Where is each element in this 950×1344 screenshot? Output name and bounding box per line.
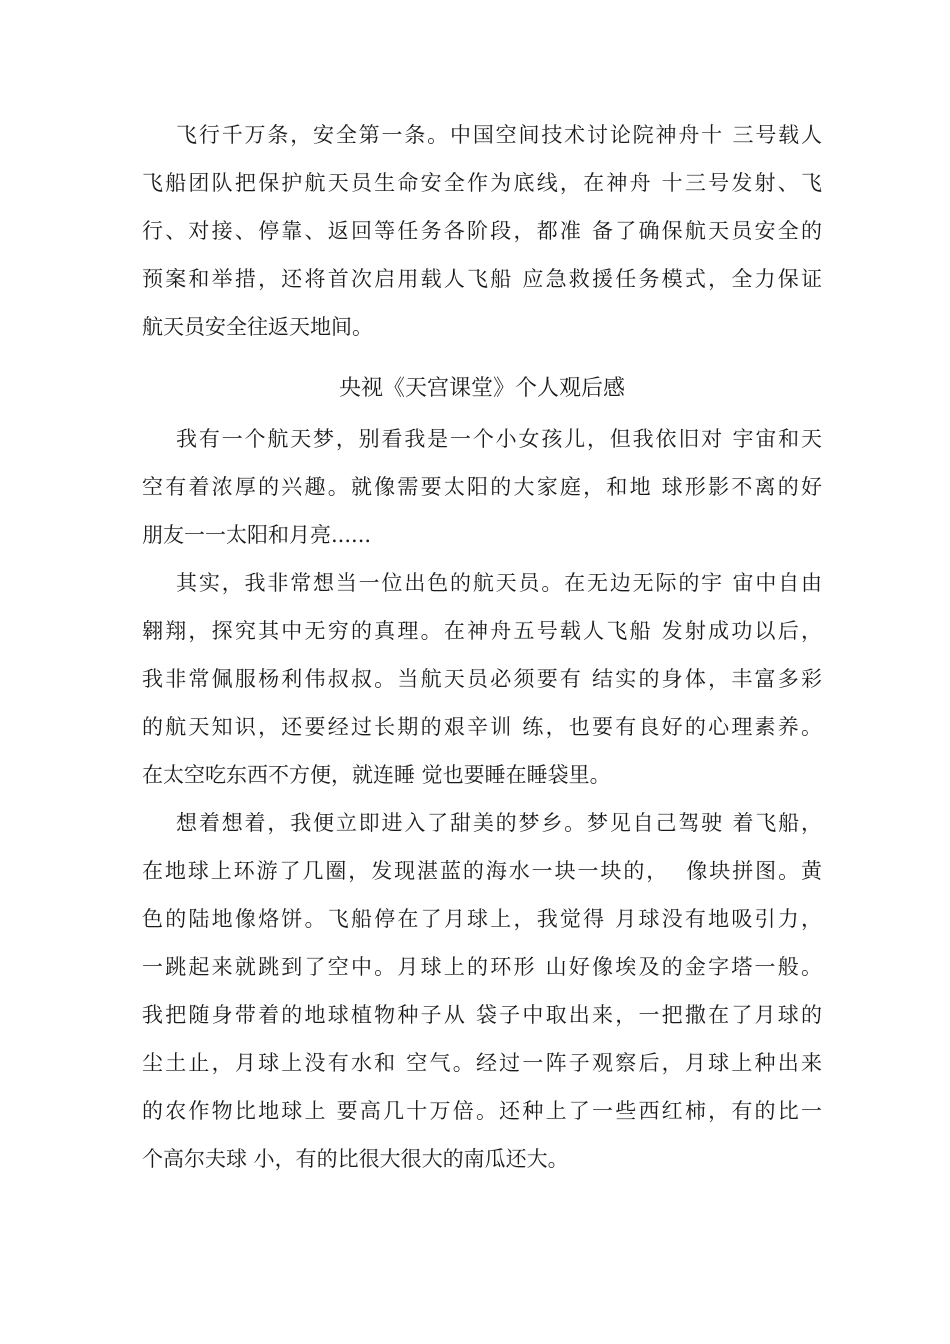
text-line: 空有着浓厚的兴趣。就像需要太阳的大家庭，和地 球形影不离的好 [142, 475, 822, 499]
text-line: 其实，我非常想当一位出色的航天员。在无边无际的宇 宙中自由 [142, 571, 822, 595]
essay-title: 央视《天宫课堂》个人观后感 [338, 376, 625, 401]
text-line: 我把随身带着的地球植物种子从 袋子中取出来，一把撒在了月球的 [142, 1003, 822, 1027]
text-line: 飞行千万条，安全第一条。中国空间技术讨论院神舟十 三号载人 [142, 123, 822, 147]
paragraph-safety [142, 111, 822, 351]
text-line: 翱翔，探究其中无穷的真理。在神舟五号载人飞船 发射成功以后， [142, 619, 822, 643]
text-line: 预案和举措，还将首次启用载人飞船 应急救援任务模式，全力保证 [142, 267, 822, 291]
paragraph-dream [142, 415, 822, 559]
document-page [142, 111, 822, 1183]
text-line: 我非常佩服杨利伟叔叔。当航天员必须要有 结实的身体，丰富多彩 [142, 667, 822, 691]
text-line: 的农作物比地球上 要高几十万倍。还种上了一些西红柿，有的比一 [142, 1099, 822, 1123]
text-line: 想着想着，我便立即进入了甜美的梦乡。梦见自己驾驶 着飞船， [142, 811, 822, 835]
text-line: 尘土止，月球上没有水和 空气。经过一阵子观察后，月球上种出来 [142, 1051, 822, 1075]
text-line: 朋友一一太阳和月亮...... [142, 523, 372, 547]
text-line: 个高尔夫球 小，有的比很大很大的南瓜还大。 [142, 1147, 569, 1171]
text-line: 在地球上环游了几圈，发现湛蓝的海水一块一块的， 像块拼图。黄 [142, 859, 822, 883]
text-line: 在太空吃东西不方便，就连睡 觉也要睡在睡袋里。 [142, 763, 611, 787]
paragraph-astronaut [142, 559, 822, 799]
text-line: 色的陆地像烙饼。飞船停在了月球上，我觉得 月球没有地吸引力， [142, 907, 822, 931]
text-line: 行、对接、停靠、返回等任务各阶段，都准 备了确保航天员安全的 [142, 219, 822, 243]
text-line: 我有一个航天梦，别看我是一个小女孩儿，但我依旧对 宇宙和天 [142, 427, 822, 451]
text-line: 一跳起来就跳到了空中。月球上的环形 山好像埃及的金字塔一般。 [142, 955, 822, 979]
text-line: 的航天知识，还要经过长期的艰辛训 练，也要有良好的心理素养。 [142, 715, 822, 739]
paragraph-moon-dream [142, 799, 822, 1183]
text-line: 飞船团队把保护航天员生命安全作为底线，在神舟 十三号发射、飞 [142, 171, 822, 195]
text-line: 航天员安全往返天地间。 [142, 315, 373, 339]
